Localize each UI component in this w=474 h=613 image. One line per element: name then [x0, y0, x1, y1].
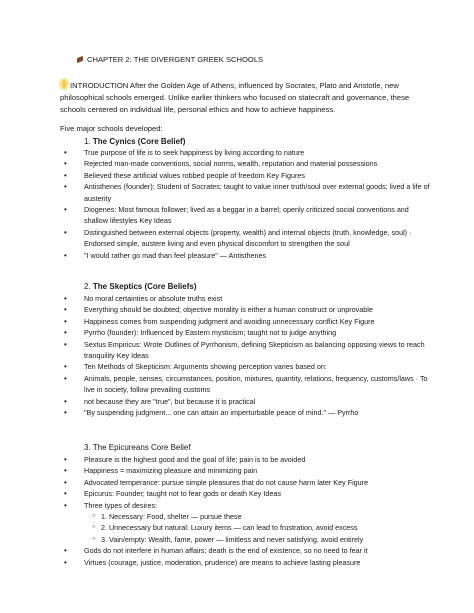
section-heading-cynics [84, 137, 185, 146]
list-item: • Pyrrho (founder): Influenced by Eastern mysticism; taught not to judge anything [0, 327, 474, 338]
intro-text: INTRODUCTION After the Golden Age of Athens, influenced by Socrates, Plato and Aristotle, new philosophical schools emerged. Unlike earlier thinkers who focused on statecraft and governance, these schools centered on individual life, personal ethics and how to achieve happiness. [60, 81, 410, 114]
epicureans-list [0, 454, 474, 568]
skeptics-list [0, 293, 474, 418]
chapter-title: CHAPTER 2: THE DIVERGENT GREEK SCHOOLS [87, 55, 264, 64]
list-item: • "I would rather go mad than feel pleasure" — Antisthenes [0, 250, 474, 261]
list-item: • Ten Methods of Skepticism: Arguments showing perception varies based on: [0, 361, 474, 372]
list-subitem: ○ 3. Vain/empty: Wealth, fame, power — limitless and never satisfying, avoid entirely [0, 534, 474, 545]
list-item: • Distinguished between external objects (property, wealth) and internal objects (truth, knowledge, soul) · Endorsed simple, austere living and even physical discomfort to strengthen the soul [0, 227, 474, 250]
book-icon [77, 56, 83, 63]
section-title: The Skeptics (Core Beliefs) [92, 282, 197, 291]
list-item: • "By suspending judgment... one can attain an imperturbable peace of mind." — Pyrrho [0, 407, 474, 418]
list-item: • Pleasure is the highest good and the goal of life; pain is to be avoided [0, 454, 474, 465]
list-item: • Virtues (courage, justice, moderation, prudence) are means to achieve lasting pleasure [0, 557, 474, 568]
list-item: • Antisthenes (founder): Student of Socrates; taught to value inner truth/soul over external goods; lived a life of austerity [0, 181, 474, 204]
section-heading-epicureans [84, 443, 191, 452]
list-item: • Epicurus: Founder; taught not to fear gods or death Key Ideas [0, 488, 474, 499]
chapter-header [77, 55, 263, 64]
list-item: • Gods do not interfere in human affairs; death is the end of existence, so no need to fear it [0, 545, 474, 556]
section-heading-skeptics [84, 282, 197, 291]
list-item: • Advocated temperance: pursue simple pleasures that do not cause harm later Key Figure [0, 477, 474, 488]
list-item: • Three types of desires: [0, 500, 474, 511]
section-number: 2. [84, 282, 91, 291]
list-item: • Animals, people, senses, circumstances, position, mixtures, quantity, relations, frequency, customs/laws · To live in society, follow prevailing customs [0, 373, 474, 396]
list-item: • Everything should be doubted; objective morality is either a human construct or unprovable [0, 304, 474, 315]
list-subitem: ○ 2. Unnecessary but natural: Luxury items — can lead to frustration, avoid excess [0, 522, 474, 533]
list-item: • not because they are "true", but because it is practical [0, 396, 474, 407]
section-title: The Cynics (Core Belief) [92, 137, 186, 146]
section-title: The Epicureans Core Belief [92, 443, 191, 452]
five-schools-label: Five major schools developed: [60, 124, 163, 133]
list-item: • Happiness = maximizing pleasure and minimizing pain [0, 465, 474, 476]
intro-paragraph [60, 80, 420, 116]
cynics-list [0, 147, 474, 261]
list-item: • Happiness comes from suspending judgment and avoiding unnecessary conflict Key Figure [0, 316, 474, 327]
list-item: • No moral certainties or absolute truths exist [0, 293, 474, 304]
list-item: • Diogenes: Most famous follower; lived as a beggar in a barrel; openly criticized social conventions and shallow lifestyles Key Ideas [0, 204, 474, 227]
list-item: • Rejected man-made conventions, social norms, wealth, reputation and material possessions [0, 158, 474, 169]
section-number: 3. [84, 443, 91, 452]
list-item: • True purpose of life is to seek happiness by living according to nature [0, 147, 474, 158]
list-subitem: ○ 1. Necessary: Food, shelter — pursue these [0, 511, 474, 522]
list-item: • Believed these artificial values robbed people of freedom Key Figures [0, 170, 474, 181]
list-item: • Sextus Empiricus: Wrote Outlines of Pyrrhonism, defining Skepticism as balancing opposing views to reach tranquility Key Ideas [0, 339, 474, 362]
section-number: 1. [84, 137, 91, 146]
